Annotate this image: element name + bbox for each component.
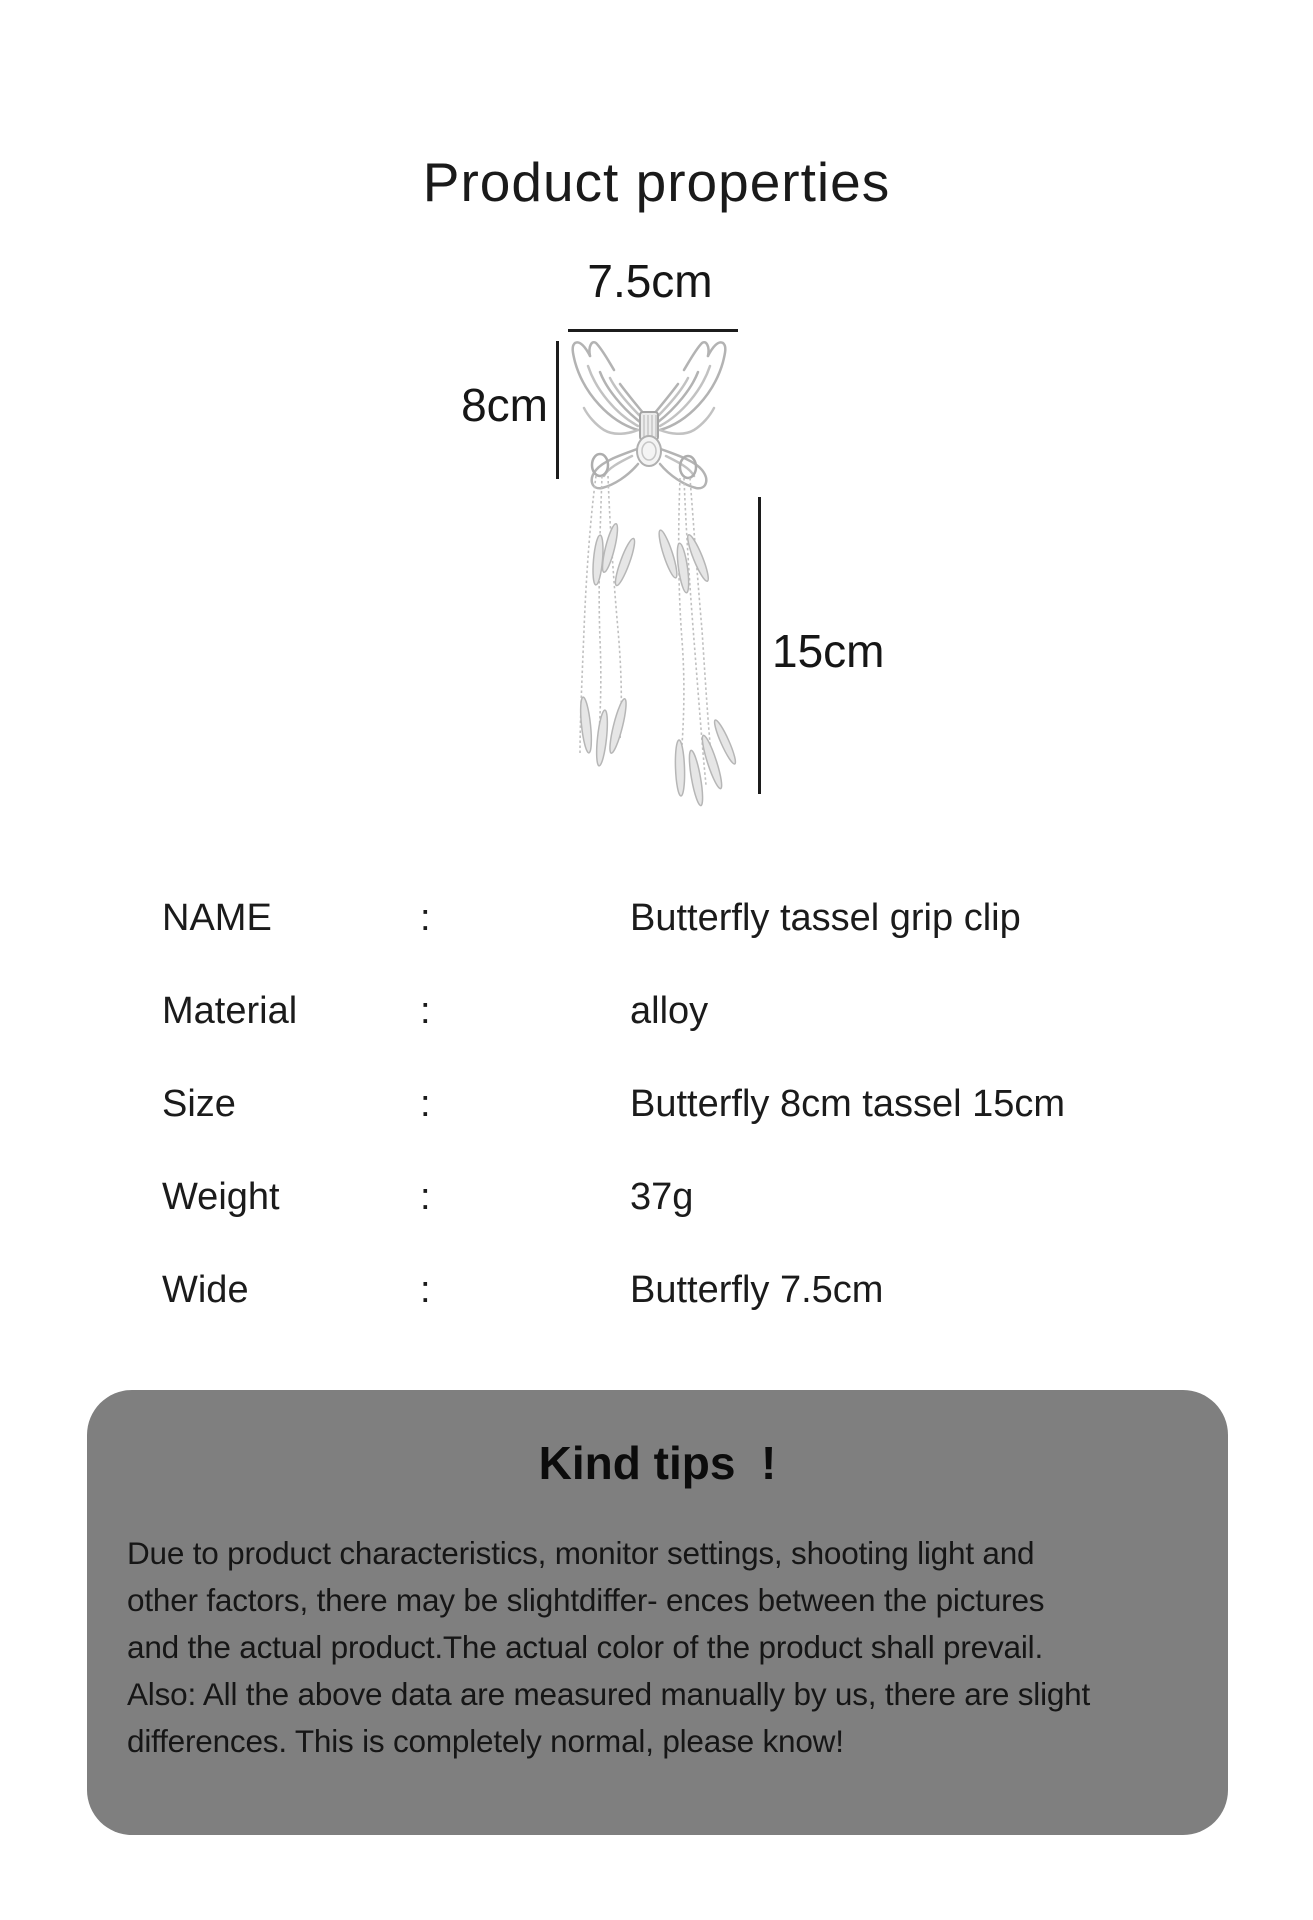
- dimension-label-height: 8cm: [461, 379, 548, 431]
- property-separator: :: [420, 1083, 431, 1125]
- kind-tips-title: Kind tips !: [538, 1437, 777, 1489]
- property-row-size: [162, 1058, 1212, 1151]
- property-separator: :: [420, 1176, 431, 1218]
- tassel-drops: [579, 523, 739, 807]
- kind-tips-line: other factors, there may be slightdiffer- ences between the pictures: [127, 1582, 1045, 1618]
- property-separator: :: [420, 990, 431, 1032]
- kind-tips-line: Due to product characteristics, monitor settings, shooting light and: [127, 1535, 1035, 1571]
- property-row-weight: [162, 1151, 1212, 1244]
- kind-tips-line: differences. This is completely normal, please know!: [127, 1723, 844, 1759]
- kind-tips-line: and the actual product.The actual color of the product shall prevail.: [127, 1629, 1044, 1665]
- property-value: Butterfly 8cm tassel 15cm: [630, 1083, 1066, 1125]
- property-row-name: [162, 872, 1212, 965]
- property-label: Wide: [162, 1269, 249, 1311]
- kind-tips-line: Also: All the above data are measured manually by us, there are slight: [127, 1676, 1091, 1712]
- property-separator: :: [420, 1269, 431, 1311]
- property-value: 37g: [630, 1176, 694, 1218]
- dimension-label-tassel: 15cm: [772, 625, 885, 677]
- kind-tips-box: [87, 1390, 1228, 1835]
- product-photo-butterfly-clip: [540, 330, 800, 810]
- dimension-label-width: 7.5cm: [587, 255, 713, 307]
- property-value: Butterfly tassel grip clip: [630, 897, 1021, 939]
- property-value: Butterfly 7.5cm: [630, 1269, 884, 1311]
- property-row-material: [162, 965, 1212, 1058]
- property-label: NAME: [162, 897, 272, 939]
- property-label: Material: [162, 990, 298, 1032]
- property-separator: :: [420, 897, 431, 939]
- properties-list: [162, 872, 1212, 1337]
- property-label: Weight: [162, 1176, 280, 1218]
- property-row-wide: [162, 1244, 1212, 1337]
- claw-clip: [637, 412, 661, 466]
- kind-tips-body: [127, 1530, 1188, 1765]
- property-label: Size: [162, 1083, 236, 1125]
- property-value: alloy: [630, 990, 709, 1032]
- page-title: Product properties: [422, 151, 891, 213]
